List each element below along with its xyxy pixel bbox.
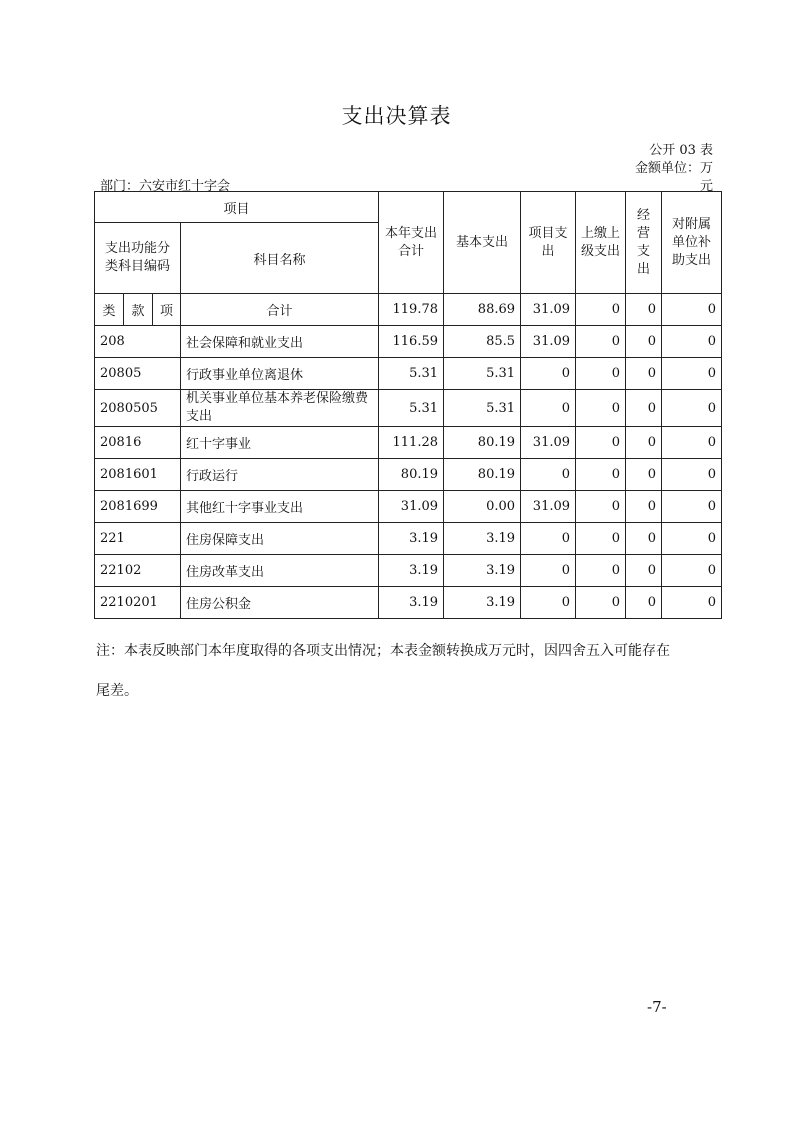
total-cell: 111.28 [379,427,444,459]
business-cell: 0 [626,390,662,427]
total-cell: 80.19 [379,459,444,491]
name-cell: 住房公积金 [181,587,379,619]
header-total: 本年支出合计 [379,192,444,294]
upper-cell: 0 [576,523,626,555]
total-cell: 5.31 [379,390,444,427]
table-row [95,390,722,427]
subsidy-cell: 0 [662,587,722,619]
business-cell: 0 [626,459,662,491]
name-cell: 红十字事业 [181,427,379,459]
table-row [95,587,722,619]
total-cell: 3.19 [379,523,444,555]
upper-cell: 0 [576,491,626,523]
business-cell: 0 [626,555,662,587]
upper-cell: 0 [576,358,626,390]
business-cell: 0 [626,587,662,619]
basic-cell: 3.19 [444,523,521,555]
basic-cell: 80.19 [444,427,521,459]
basic-cell: 80.19 [444,459,521,491]
subsidy-cell: 0 [662,491,722,523]
table-id: 公开 03 表 [649,143,713,158]
basic-cell: 3.19 [444,587,521,619]
total-row [95,294,722,326]
name-cell: 住房改革支出 [181,555,379,587]
total-cell: 31.09 [379,491,444,523]
table-row [95,459,722,491]
basic-cell: 5.31 [444,358,521,390]
table-row [95,358,722,390]
table-row [95,523,722,555]
header-row-1 [95,192,722,223]
total-label: 合计 [181,294,379,326]
page-title: 支出决算表 [341,104,452,128]
business-cell: 0 [626,326,662,358]
upper-cell: 0 [576,326,626,358]
subsidy-cell: 0 [662,459,722,491]
project-cell: 0 [521,523,576,555]
code-cell: 2210201 [95,587,181,619]
total-cell: 116.59 [379,326,444,358]
name-cell: 其他红十字事业支出 [181,491,379,523]
project-cell: 0 [521,555,576,587]
header-kuan: 款 [124,294,153,326]
subsidy-cell: 0 [662,326,722,358]
code-cell: 2081699 [95,491,181,523]
project-cell: 31.09 [521,491,576,523]
business-cell: 0 [626,523,662,555]
name-cell: 机关事业单位基本养老保险缴费支出 [181,390,379,427]
business-cell: 0 [626,491,662,523]
name-cell: 行政运行 [181,459,379,491]
code-cell: 221 [95,523,181,555]
header-subsidy: 对附属单位补助支出 [662,192,722,294]
table-row [95,555,722,587]
total-business-cell: 0 [626,294,662,326]
header-project: 项目 [95,192,379,223]
name-cell: 社会保障和就业支出 [181,326,379,358]
table-row [95,326,722,358]
name-cell: 行政事业单位离退休 [181,358,379,390]
unit-label-line1: 金额单位：万 [634,161,713,176]
project-cell: 0 [521,390,576,427]
upper-cell: 0 [576,427,626,459]
project-cell: 0 [521,358,576,390]
business-cell: 0 [626,427,662,459]
subsidy-cell: 0 [662,427,722,459]
project-cell: 31.09 [521,326,576,358]
total-upper-cell: 0 [576,294,626,326]
subsidy-cell: 0 [662,523,722,555]
code-cell: 20816 [95,427,181,459]
project-cell: 0 [521,587,576,619]
code-cell: 208 [95,326,181,358]
table-row [95,427,722,459]
subsidy-cell: 0 [662,358,722,390]
name-cell: 住房保障支出 [181,523,379,555]
subsidy-cell: 0 [662,390,722,427]
project-cell: 31.09 [521,427,576,459]
basic-cell: 85.5 [444,326,521,358]
code-cell: 2081601 [95,459,181,491]
subsidy-cell: 0 [662,555,722,587]
expenditure-table [94,191,722,619]
total-project-cell: 31.09 [521,294,576,326]
unit-label-line2: 元 [699,179,713,194]
header-lei: 类 [95,294,124,326]
total-cell: 5.31 [379,358,444,390]
table-row [95,491,722,523]
total-cell: 119.78 [379,294,444,326]
department-label: 部门：六安市红十字会 [100,179,231,194]
project-cell: 0 [521,459,576,491]
total-subsidy-cell: 0 [662,294,722,326]
header-basic: 基本支出 [444,192,521,294]
basic-cell: 5.31 [444,390,521,427]
code-cell: 2080505 [95,390,181,427]
total-cell: 3.19 [379,587,444,619]
basic-cell: 3.19 [444,555,521,587]
total-cell: 3.19 [379,555,444,587]
code-cell: 22102 [95,555,181,587]
header-subject-name: 科目名称 [181,223,379,294]
page-number: -7- [647,998,667,1016]
header-xiang: 项 [153,294,181,326]
business-cell: 0 [626,358,662,390]
basic-cell: 0.00 [444,491,521,523]
note-line-1: 注：本表反映部门本年度取得的各项支出情况；本表金额转换成万元时，因四舍五入可能存在 [96,643,670,659]
total-basic-cell: 88.69 [444,294,521,326]
upper-cell: 0 [576,555,626,587]
header-project-exp: 项目支出 [521,192,576,294]
header-upper: 上缴上级支出 [576,192,626,294]
code-cell: 20805 [95,358,181,390]
upper-cell: 0 [576,587,626,619]
header-func-code: 支出功能分类科目编码 [95,223,181,294]
note-line-2: 尾差。 [96,683,138,699]
upper-cell: 0 [576,390,626,427]
upper-cell: 0 [576,459,626,491]
header-business: 经营支出 [626,192,662,294]
